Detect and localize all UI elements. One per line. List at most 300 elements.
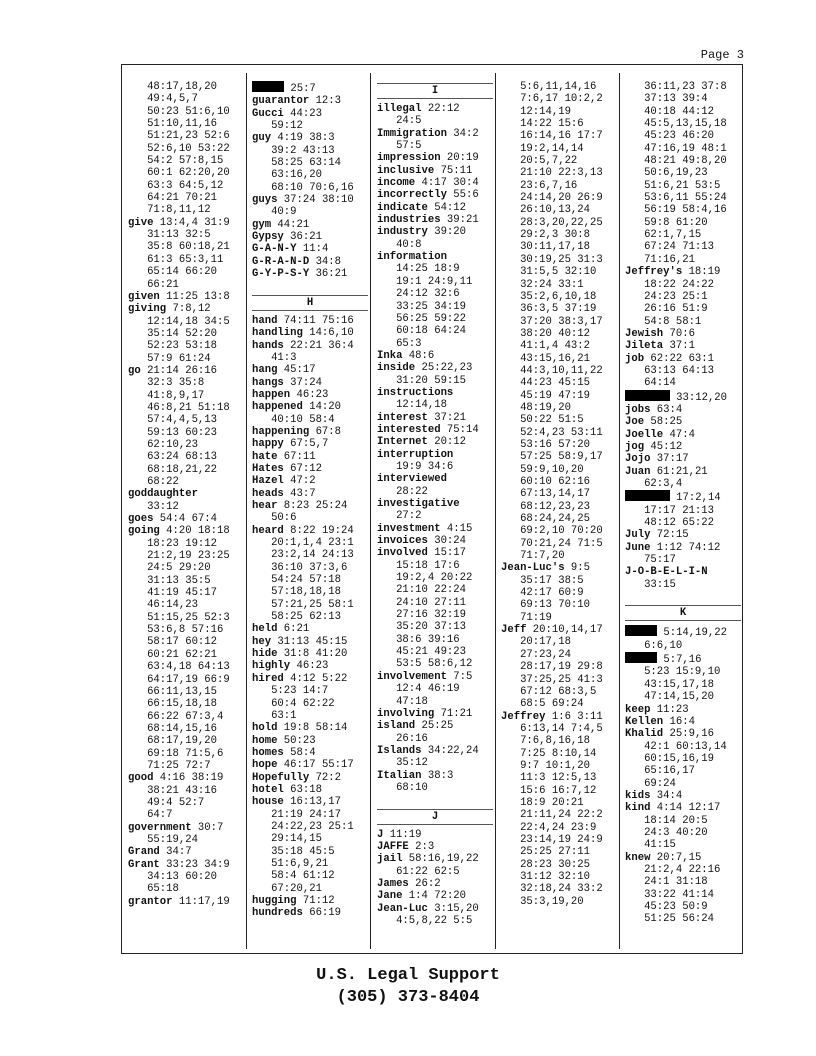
page-line-refs: 50:23	[277, 734, 316, 747]
index-entry-continuation	[252, 120, 368, 132]
page-line-refs: 54:24 57:18	[252, 574, 342, 587]
page-line-refs: 20:12	[427, 436, 467, 449]
page-line-refs: 18:19	[682, 266, 721, 279]
page-line-refs: 70:6	[663, 327, 695, 340]
index-entry	[252, 95, 368, 107]
page-line-refs: 24:14,20 26:9	[501, 192, 603, 205]
index-entry-continuation	[501, 439, 603, 451]
index-entry-continuation	[501, 340, 603, 352]
index-entry-continuation	[128, 390, 230, 402]
page-line-refs: 32:3 35:8	[128, 377, 205, 390]
page-line-refs: 11:19	[383, 828, 422, 841]
index-entry	[377, 903, 493, 915]
index-entry-continuation	[501, 735, 603, 747]
page-line-refs: 68:14,15,16	[128, 722, 218, 735]
section-letter-header: K	[625, 605, 741, 621]
index-entry-continuation	[377, 572, 493, 584]
page-line-refs: 24:5 29:20	[128, 562, 211, 575]
page-line-refs: 60:15,16,19	[625, 752, 715, 765]
index-term: giving	[128, 303, 167, 316]
index-entry-continuation	[128, 130, 230, 142]
index-entry	[377, 794, 493, 806]
index-term: interest	[377, 411, 428, 424]
page-line-refs: 61:22 62:5	[377, 865, 460, 878]
page-line-refs: 32:18,24 33:2	[501, 883, 603, 896]
index-entry-continuation	[501, 513, 603, 525]
index-entry	[252, 500, 368, 512]
index-entry	[501, 562, 603, 574]
index-entry	[377, 152, 493, 164]
index-term: jobs	[625, 403, 651, 416]
index-term: heard	[252, 524, 284, 537]
index-term: guarantor	[252, 95, 310, 108]
page-line-refs: 39:2 43:13	[252, 144, 335, 157]
page-line-refs: 21:2,4 22:16	[625, 863, 721, 876]
index-term: interviewed	[377, 473, 447, 486]
index-entry	[625, 652, 741, 666]
index-entry-continuation	[625, 106, 741, 118]
page-line-refs: 65:14 66:20	[128, 266, 218, 279]
index-entry	[377, 362, 493, 374]
page-line-refs: 57:21,25 58:1	[252, 598, 354, 611]
index-entry-continuation	[128, 785, 230, 797]
page-line-refs: 49:4 52:7	[128, 796, 205, 809]
index-column-1	[128, 81, 230, 908]
index-entry-continuation	[377, 399, 493, 411]
index-entry-continuation	[252, 611, 368, 623]
page-line-refs: 33:25 34:19	[377, 300, 467, 313]
index-term: July	[625, 529, 651, 542]
index-entry	[377, 449, 493, 461]
page-line-refs: 24:1 31:18	[625, 876, 708, 889]
page-line-refs: 60:18 64:24	[377, 325, 467, 338]
page-line-refs: 48:6	[402, 349, 435, 362]
index-entry	[377, 226, 493, 238]
index-entry-continuation	[501, 254, 603, 266]
page-line-refs: 68:12,23,23	[501, 500, 591, 513]
page-line-refs: 25:25 27:11	[501, 846, 591, 859]
redaction-box	[252, 81, 284, 92]
index-entry-continuation	[625, 93, 741, 105]
page-line-refs: 4:20 18:18	[159, 525, 230, 538]
index-entry	[377, 412, 493, 424]
page-line-refs: 67:8	[309, 425, 342, 438]
page-line-refs: 45:17	[277, 364, 316, 377]
index-entry	[625, 591, 741, 603]
index-entry-continuation	[625, 254, 741, 266]
index-entry-continuation	[625, 517, 741, 529]
index-term: knew	[625, 851, 651, 864]
index-entry	[377, 523, 493, 535]
index-entry-continuation	[501, 106, 603, 118]
index-term: information	[377, 251, 447, 264]
index-entry-continuation	[501, 192, 603, 204]
page-line-refs: 66:15,18,18	[128, 698, 218, 711]
index-entry-continuation	[252, 858, 368, 870]
index-entry	[625, 453, 741, 465]
footer-company: U.S. Legal Support	[316, 966, 500, 985]
index-entry	[377, 251, 493, 263]
index-entry-continuation	[501, 649, 603, 661]
index-entry	[377, 424, 493, 436]
page-line-refs: 54:12	[427, 201, 467, 214]
page-line-refs: 12:14,19	[501, 105, 571, 118]
index-column-3	[377, 81, 493, 927]
index-entry-continuation	[501, 599, 603, 611]
page-line-refs: 62:22 63:1	[644, 352, 715, 365]
page-line-refs: 58:25 62:13	[252, 611, 342, 624]
index-entry	[128, 846, 230, 858]
index-entry-continuation	[128, 316, 230, 328]
redaction-box	[625, 625, 657, 636]
page-line-refs: 15:6 16:7,12	[501, 784, 597, 797]
page-line-refs: 51:6,21 53:5	[625, 179, 721, 192]
index-entry	[252, 475, 368, 487]
index-entry	[501, 711, 603, 723]
page-line-refs: 58:17 60:12	[128, 636, 218, 649]
index-term: interruption	[377, 448, 454, 461]
footer-phone: (305) 373-8404	[336, 988, 480, 1007]
page-line-refs: 60:1 62:20,20	[128, 167, 230, 180]
index-term: Internet	[377, 436, 428, 449]
index-term: G-R-A-N-D	[252, 255, 310, 268]
page-line-refs: 41:1,4 43:2	[501, 340, 591, 353]
index-entry-continuation	[625, 839, 741, 851]
index-term: Kellen	[625, 715, 664, 728]
index-entry-continuation	[128, 266, 230, 278]
page-line-refs: 63:24 68:13	[128, 451, 218, 464]
page-line-refs: 50:6,19,23	[625, 167, 708, 180]
page-line-refs: 17:17 21:13	[625, 504, 715, 517]
index-entry-continuation	[377, 634, 493, 646]
index-entry-continuation	[625, 217, 741, 229]
page-line-refs: 50:22 51:5	[501, 414, 584, 427]
page-line-refs: 40:9	[252, 206, 297, 219]
index-term: industry	[377, 226, 428, 239]
index-entry-continuation	[128, 439, 230, 451]
index-entry-continuation	[128, 612, 230, 624]
page-line-refs: 53:16 57:20	[501, 438, 591, 451]
page-line-refs: 67:12 68:3,5	[501, 685, 597, 698]
index-term: instructions	[377, 386, 454, 399]
page-line-refs: 50:23 51:6,10	[128, 105, 230, 118]
index-term: impression	[377, 152, 441, 165]
page-line-refs: 20:5,7,22	[501, 155, 578, 168]
page-line-refs: 45:5,13,15,18	[625, 118, 727, 131]
page-line-refs: 43:15,17,18	[625, 678, 715, 691]
index-term: hundreds	[252, 907, 303, 920]
page-line-refs: 61:3 65:3,11	[128, 253, 224, 266]
page-line-refs: 26:16 51:9	[625, 303, 708, 316]
page-line-refs: 58:16,19,22	[402, 853, 479, 866]
index-entry-continuation	[501, 130, 603, 142]
index-entry	[625, 353, 741, 365]
index-entry-continuation	[625, 753, 741, 765]
index-entry-continuation	[377, 683, 493, 695]
index-entry	[128, 217, 230, 229]
page-line-refs: 5:6,11,14,16	[501, 81, 597, 93]
page-line-refs: 36:11,23 37:8	[625, 81, 727, 93]
page-line-refs: 75:14	[440, 423, 479, 436]
page-line-refs: 51:21,23 52:6	[128, 130, 230, 143]
page-line-refs: 5:14,19,22	[657, 627, 727, 640]
page-line-refs: 48:17,18,20	[128, 81, 218, 93]
index-entry	[625, 566, 741, 578]
index-term: Jewish	[625, 327, 664, 340]
index-term: hangs	[252, 376, 284, 389]
page-line-refs: 58:4 61:12	[252, 870, 335, 883]
page-line-refs: 7:6,8,16,18	[501, 735, 591, 748]
index-entry-continuation	[501, 365, 603, 377]
index-entry-continuation	[501, 316, 603, 328]
page-line-refs: 64:21 70:21	[128, 192, 218, 205]
index-term: happened	[252, 401, 303, 414]
page-line-refs: 41:8,9,17	[128, 389, 205, 402]
page-line-refs: 34:4	[650, 789, 683, 802]
page-line-refs: 5:23 15:9,10	[625, 666, 721, 679]
index-entry	[128, 488, 230, 500]
page-line-refs: 68:10 70:6,16	[252, 181, 354, 194]
index-entry-continuation	[625, 316, 741, 328]
index-term: Italian	[377, 769, 422, 782]
index-entry-continuation	[501, 760, 603, 772]
page-line-refs: 69:2,10 70:20	[501, 525, 603, 538]
index-entry	[252, 389, 368, 401]
index-term: Jean-Luc	[377, 902, 428, 915]
page-line-refs: 18:22 24:22	[625, 278, 715, 291]
page-line-refs: 68:18,21,22	[128, 463, 218, 476]
page-line-refs: 21:14 26:16	[140, 364, 218, 377]
page-line-refs: 35:18 45:5	[252, 845, 335, 858]
index-term: Jileta	[625, 340, 664, 353]
index-entry-continuation	[625, 876, 741, 888]
index-entry-continuation	[252, 698, 368, 710]
page-line-refs: 35:8 60:18,21	[128, 241, 230, 254]
index-term: industries	[377, 214, 441, 227]
page-line-refs: 34:2	[446, 127, 479, 140]
page-line-refs: 38:21 43:16	[128, 784, 218, 797]
index-entry-continuation	[377, 239, 493, 251]
index-entry-continuation	[501, 266, 603, 278]
page-line-refs: 27:23,24	[501, 648, 571, 661]
index-term: go	[128, 364, 141, 377]
index-entry	[252, 243, 368, 255]
index-entry-continuation	[128, 711, 230, 723]
index-entry-continuation	[128, 538, 230, 550]
index-entry	[252, 327, 368, 339]
index-entry-continuation	[128, 377, 230, 389]
index-entry-continuation	[128, 328, 230, 340]
index-entry	[377, 387, 493, 399]
page-line-refs: 68:22	[128, 476, 179, 488]
index-entry-continuation	[501, 204, 603, 216]
index-entry-continuation	[501, 155, 603, 167]
page-line-refs: 59:13 60:23	[128, 426, 218, 439]
index-term: hotel	[252, 783, 284, 796]
page-line-refs: 18:9 20:21	[501, 796, 584, 809]
index-term: Jojo	[625, 453, 651, 466]
index-entry-continuation	[128, 451, 230, 463]
index-entry	[252, 231, 368, 243]
page-line-refs: 20:19	[440, 152, 479, 165]
index-entry-continuation	[128, 599, 230, 611]
index-entry-continuation	[128, 402, 230, 414]
index-term: invoices	[377, 535, 428, 548]
index-term: Joelle	[625, 428, 664, 441]
page-line-refs: 75:11	[434, 164, 473, 177]
index-entry-continuation	[501, 303, 603, 315]
page-line-refs: 35:20 37:13	[377, 621, 467, 634]
index-term: Grant	[128, 858, 160, 871]
index-entry	[252, 636, 368, 648]
index-entry-continuation	[377, 325, 493, 337]
page-line-refs: 41:15	[625, 839, 676, 852]
index-entry-continuation	[377, 646, 493, 658]
index-entry-continuation	[252, 549, 368, 561]
index-entry-continuation	[501, 93, 603, 105]
index-entry	[252, 451, 368, 463]
index-term: hand	[252, 314, 278, 327]
page-line-refs: 57:4,4,5,13	[128, 414, 218, 427]
page-line-refs: 14:20	[302, 401, 342, 414]
page-line-refs: 51:10,11,16	[128, 118, 218, 131]
page-line-refs: 9:7 10:1,20	[501, 759, 591, 772]
index-entry-continuation	[128, 93, 230, 105]
page-line-refs: 12:4 46:19	[377, 683, 460, 696]
page-line-refs: 40:8	[377, 238, 422, 251]
index-term: Inka	[377, 349, 403, 362]
page-line-refs: 58:4	[283, 746, 316, 759]
page-line-refs: 46:17 55:17	[277, 759, 354, 772]
index-entry-continuation	[377, 338, 493, 350]
index-entry-continuation	[252, 537, 368, 549]
page-line-refs: 33:12	[128, 500, 179, 513]
index-entry-continuation	[501, 328, 603, 340]
page-line-refs: 35:12	[377, 757, 428, 770]
page-line-refs: 38:6 39:16	[377, 633, 460, 646]
page-line-refs: 46:23	[290, 660, 329, 673]
page-line-refs: 7:6,17 10:2,2	[501, 93, 603, 106]
index-entry-continuation	[625, 204, 741, 216]
page-line-refs: 67:12	[283, 462, 322, 475]
index-entry-continuation	[501, 587, 603, 599]
index-term: J	[377, 828, 384, 841]
page-line-refs: 71:12	[296, 895, 335, 907]
index-entry-continuation	[128, 883, 230, 895]
index-entry-continuation	[128, 501, 230, 513]
index-entry-continuation	[128, 674, 230, 686]
index-entry-continuation	[252, 821, 368, 833]
index-entry	[377, 165, 493, 177]
index-entry-continuation	[625, 864, 741, 876]
page-line-refs: 67:13,14,17	[501, 488, 591, 501]
page-line-refs: 71:7,20	[501, 550, 565, 563]
index-term: heads	[252, 487, 284, 500]
index-entry	[625, 416, 741, 428]
page-line-refs: 18:14 20:5	[625, 814, 708, 827]
page-line-refs: 40:10 58:4	[252, 413, 335, 426]
index-term: grantor	[128, 895, 173, 908]
page-line-refs: 48:21 49:8,20	[625, 155, 727, 168]
index-entry-continuation	[625, 167, 741, 179]
index-entry	[252, 219, 368, 231]
index-entry-continuation	[377, 597, 493, 609]
page-line-refs: 47:14,15,20	[625, 691, 715, 704]
index-term: investigative	[377, 498, 460, 510]
page-line-refs: 16:4	[663, 715, 695, 728]
page-line-refs: 63:1	[252, 709, 297, 722]
index-term: hey	[252, 635, 272, 648]
index-entry-continuation	[625, 691, 741, 703]
index-entry	[377, 473, 493, 485]
page-line-refs: 75:17	[625, 554, 676, 567]
index-entry	[252, 463, 368, 475]
index-entry-continuation	[128, 575, 230, 587]
page-line-refs: 52:6,10 53:22	[128, 142, 230, 155]
page-line-refs: 19:8 58:14	[277, 722, 348, 735]
index-entry	[252, 648, 368, 660]
index-entry-continuation	[625, 241, 741, 253]
page-line-refs: 12:3	[309, 95, 342, 108]
index-entry-continuation	[128, 476, 230, 488]
index-entry-continuation	[252, 809, 368, 821]
page-line-refs: 31:13 45:15	[271, 635, 348, 648]
page-line-refs: 47:18	[377, 695, 428, 708]
page-line-refs: 30:24	[427, 535, 467, 548]
page-line-refs: 59:8 61:20	[625, 216, 708, 229]
index-term: interested	[377, 423, 441, 436]
index-entry	[128, 513, 230, 525]
index-entry	[377, 708, 493, 720]
index-entry-continuation	[625, 913, 741, 925]
page-line-refs: 20:10,14,17	[526, 624, 603, 637]
index-term: guys	[252, 194, 278, 207]
page-line-refs: 1:4 72:20	[402, 890, 467, 903]
index-term: James	[377, 877, 409, 890]
index-term: Jean-Luc's	[501, 562, 565, 575]
index-entry	[252, 907, 368, 919]
page-line-refs: 26:2	[408, 877, 441, 890]
index-entry-continuation	[625, 889, 741, 901]
page-line-refs: 37:24	[283, 376, 322, 389]
index-entry-continuation	[501, 390, 603, 402]
page-line-refs: 19:2,14,14	[501, 142, 584, 155]
page-line-refs: 34:8	[309, 255, 342, 268]
page-line-refs: 45:19 47:19	[501, 389, 591, 402]
index-entry-continuation	[252, 710, 368, 722]
page-line-refs: 36:3,5 37:19	[501, 303, 597, 316]
index-entry-continuation	[128, 834, 230, 846]
index-entry	[625, 790, 741, 802]
page-line-refs: 15:18 17:6	[377, 559, 460, 572]
page-line-refs: 4:19 38:3	[271, 132, 335, 145]
index-term: involved	[377, 547, 428, 560]
page-line-refs: 50:6	[252, 512, 297, 525]
page-line-refs: 30:19,25 31:3	[501, 253, 603, 266]
index-entry-continuation	[377, 609, 493, 621]
page-line-refs: 24:10 27:11	[377, 596, 467, 609]
index-term: job	[625, 352, 645, 365]
index-entry	[377, 214, 493, 226]
page-line-refs: 31:8 41:20	[277, 648, 348, 661]
page-line-refs: 22:12	[421, 103, 460, 115]
index-entry	[377, 436, 493, 448]
index-term: hang	[252, 364, 278, 377]
page-line-refs: 29:14,15	[252, 833, 322, 846]
index-term: Joe	[625, 416, 645, 429]
page-line-refs: 68:24,24,25	[501, 513, 591, 526]
page-line-refs: 31:12 32:10	[501, 871, 591, 883]
